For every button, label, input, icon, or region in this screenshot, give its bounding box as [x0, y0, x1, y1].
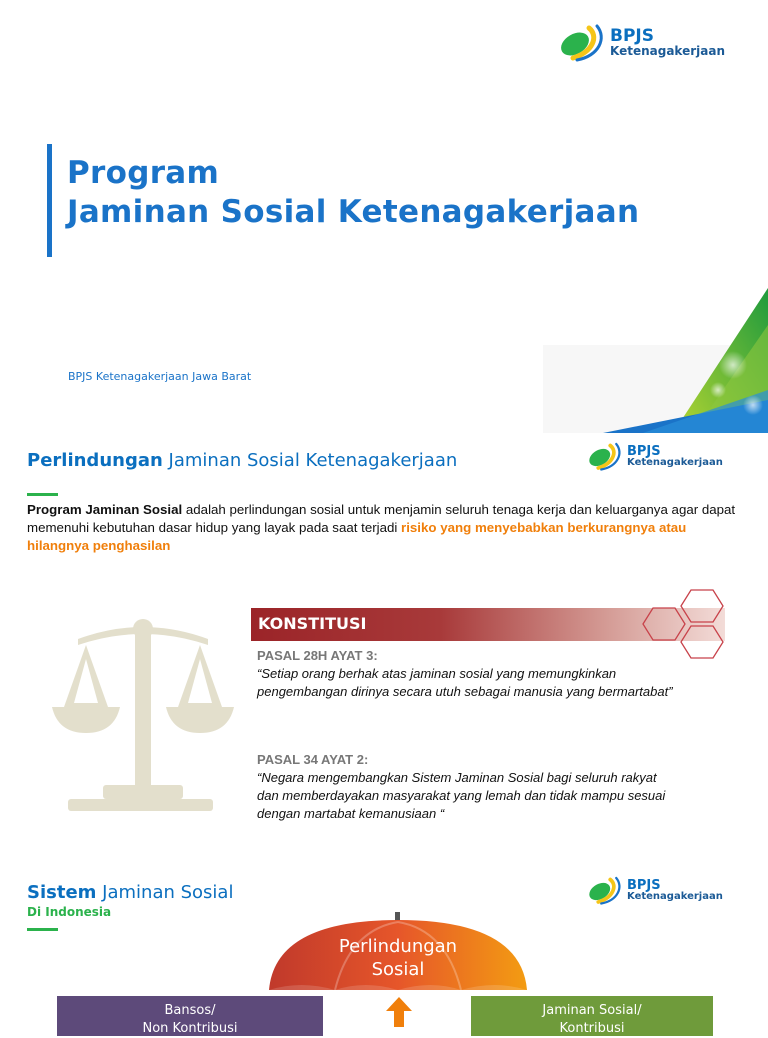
title-bold: Sistem [27, 882, 97, 903]
logo-text-ketenagakerjaan: Ketenagakerjaan [627, 890, 723, 902]
logo-text-bpjs: BPJS [627, 443, 661, 459]
jaminan-sosial-label: Jaminan Sosial/ [542, 1003, 642, 1018]
slide-title-line1: Program [67, 155, 220, 191]
umbrella-label-line2: Sosial [371, 959, 425, 980]
hexagon-decoration [641, 589, 726, 659]
title-rest: Jaminan Sosial [102, 882, 234, 903]
bpjs-logo [586, 441, 723, 471]
title-slide [0, 0, 768, 433]
up-arrow-icon [386, 997, 412, 1027]
slide-title [27, 882, 233, 903]
logo-text-ketenagakerjaan: Ketenagakerjaan [627, 456, 723, 468]
bpjs-leaf-icon [586, 875, 624, 905]
bpjs-logo [557, 22, 725, 62]
slide-subtitle: Di Indonesia [27, 905, 112, 919]
corner-decoration-graphic [543, 270, 768, 433]
para-text: adalah perlindungan sosial untuk menjamin seluruh tenaga kerja dan keluarganya agar dapat memenuhi kebutuhan dasar hidup yang layak pada saat terjadi [27, 502, 736, 535]
umbrella-label-line1: Perlindungan [338, 936, 458, 957]
pasal1-quote: “Setiap orang berhak atas jaminan sosial yang memungkinkan pengembangan dirinya secara utuh sebagai manusia yang bermartabat” [257, 666, 673, 699]
logo-text-bpjs: BPJS [610, 25, 654, 46]
jaminan-sosial-box [471, 996, 713, 1036]
title-bold: Perlindungan [27, 450, 163, 471]
bpjs-leaf-icon [586, 441, 624, 471]
sistem-slide [0, 855, 768, 1036]
green-underline [27, 928, 58, 931]
banner-label: KONSTITUSI [258, 614, 367, 633]
slide-subtitle: BPJS Ketenagakerjaan Jawa Barat [68, 370, 252, 383]
pasal2-heading: PASAL 34 AYAT 2: [257, 752, 369, 767]
bansos-label: Bansos/ [164, 1003, 216, 1018]
logo-text-bpjs: BPJS [627, 877, 661, 893]
bansos-box [57, 996, 323, 1036]
title-rest: Jaminan Sosial Ketenagakerjaan [168, 450, 458, 471]
perlindungan-slide [0, 433, 768, 855]
jaminan-sosial-label-cut: Kontribusi [559, 1021, 625, 1036]
bpjs-leaf-icon [557, 22, 607, 62]
intro-paragraph [27, 501, 739, 555]
bansos-label-cut: Non Kontribusi [142, 1021, 238, 1036]
scale-of-justice-icon [48, 615, 238, 815]
para-bold: Program Jaminan Sosial [27, 502, 183, 517]
slide-title-line2: Jaminan Sosial Ketenagakerjaan [67, 194, 640, 230]
bpjs-logo [586, 875, 723, 905]
slide-title [27, 450, 457, 471]
para-highlight: risiko yang menyebabkan berkurangnya atau hilangnya penghasilan [27, 520, 687, 553]
green-underline [27, 493, 58, 496]
pasal1-heading: PASAL 28H AYAT 3: [257, 648, 378, 663]
title-accent-bar [47, 144, 52, 257]
pasal2-quote: “Negara mengembangkan Sistem Jaminan Sosial bagi seluruh rakyat dan memberdayakan masyarakat yang lemah dan tidak mampu sesuai dengan martabat kemanusiaan “ [257, 770, 666, 821]
logo-text-ketenagakerjaan: Ketenagakerjaan [610, 43, 725, 58]
